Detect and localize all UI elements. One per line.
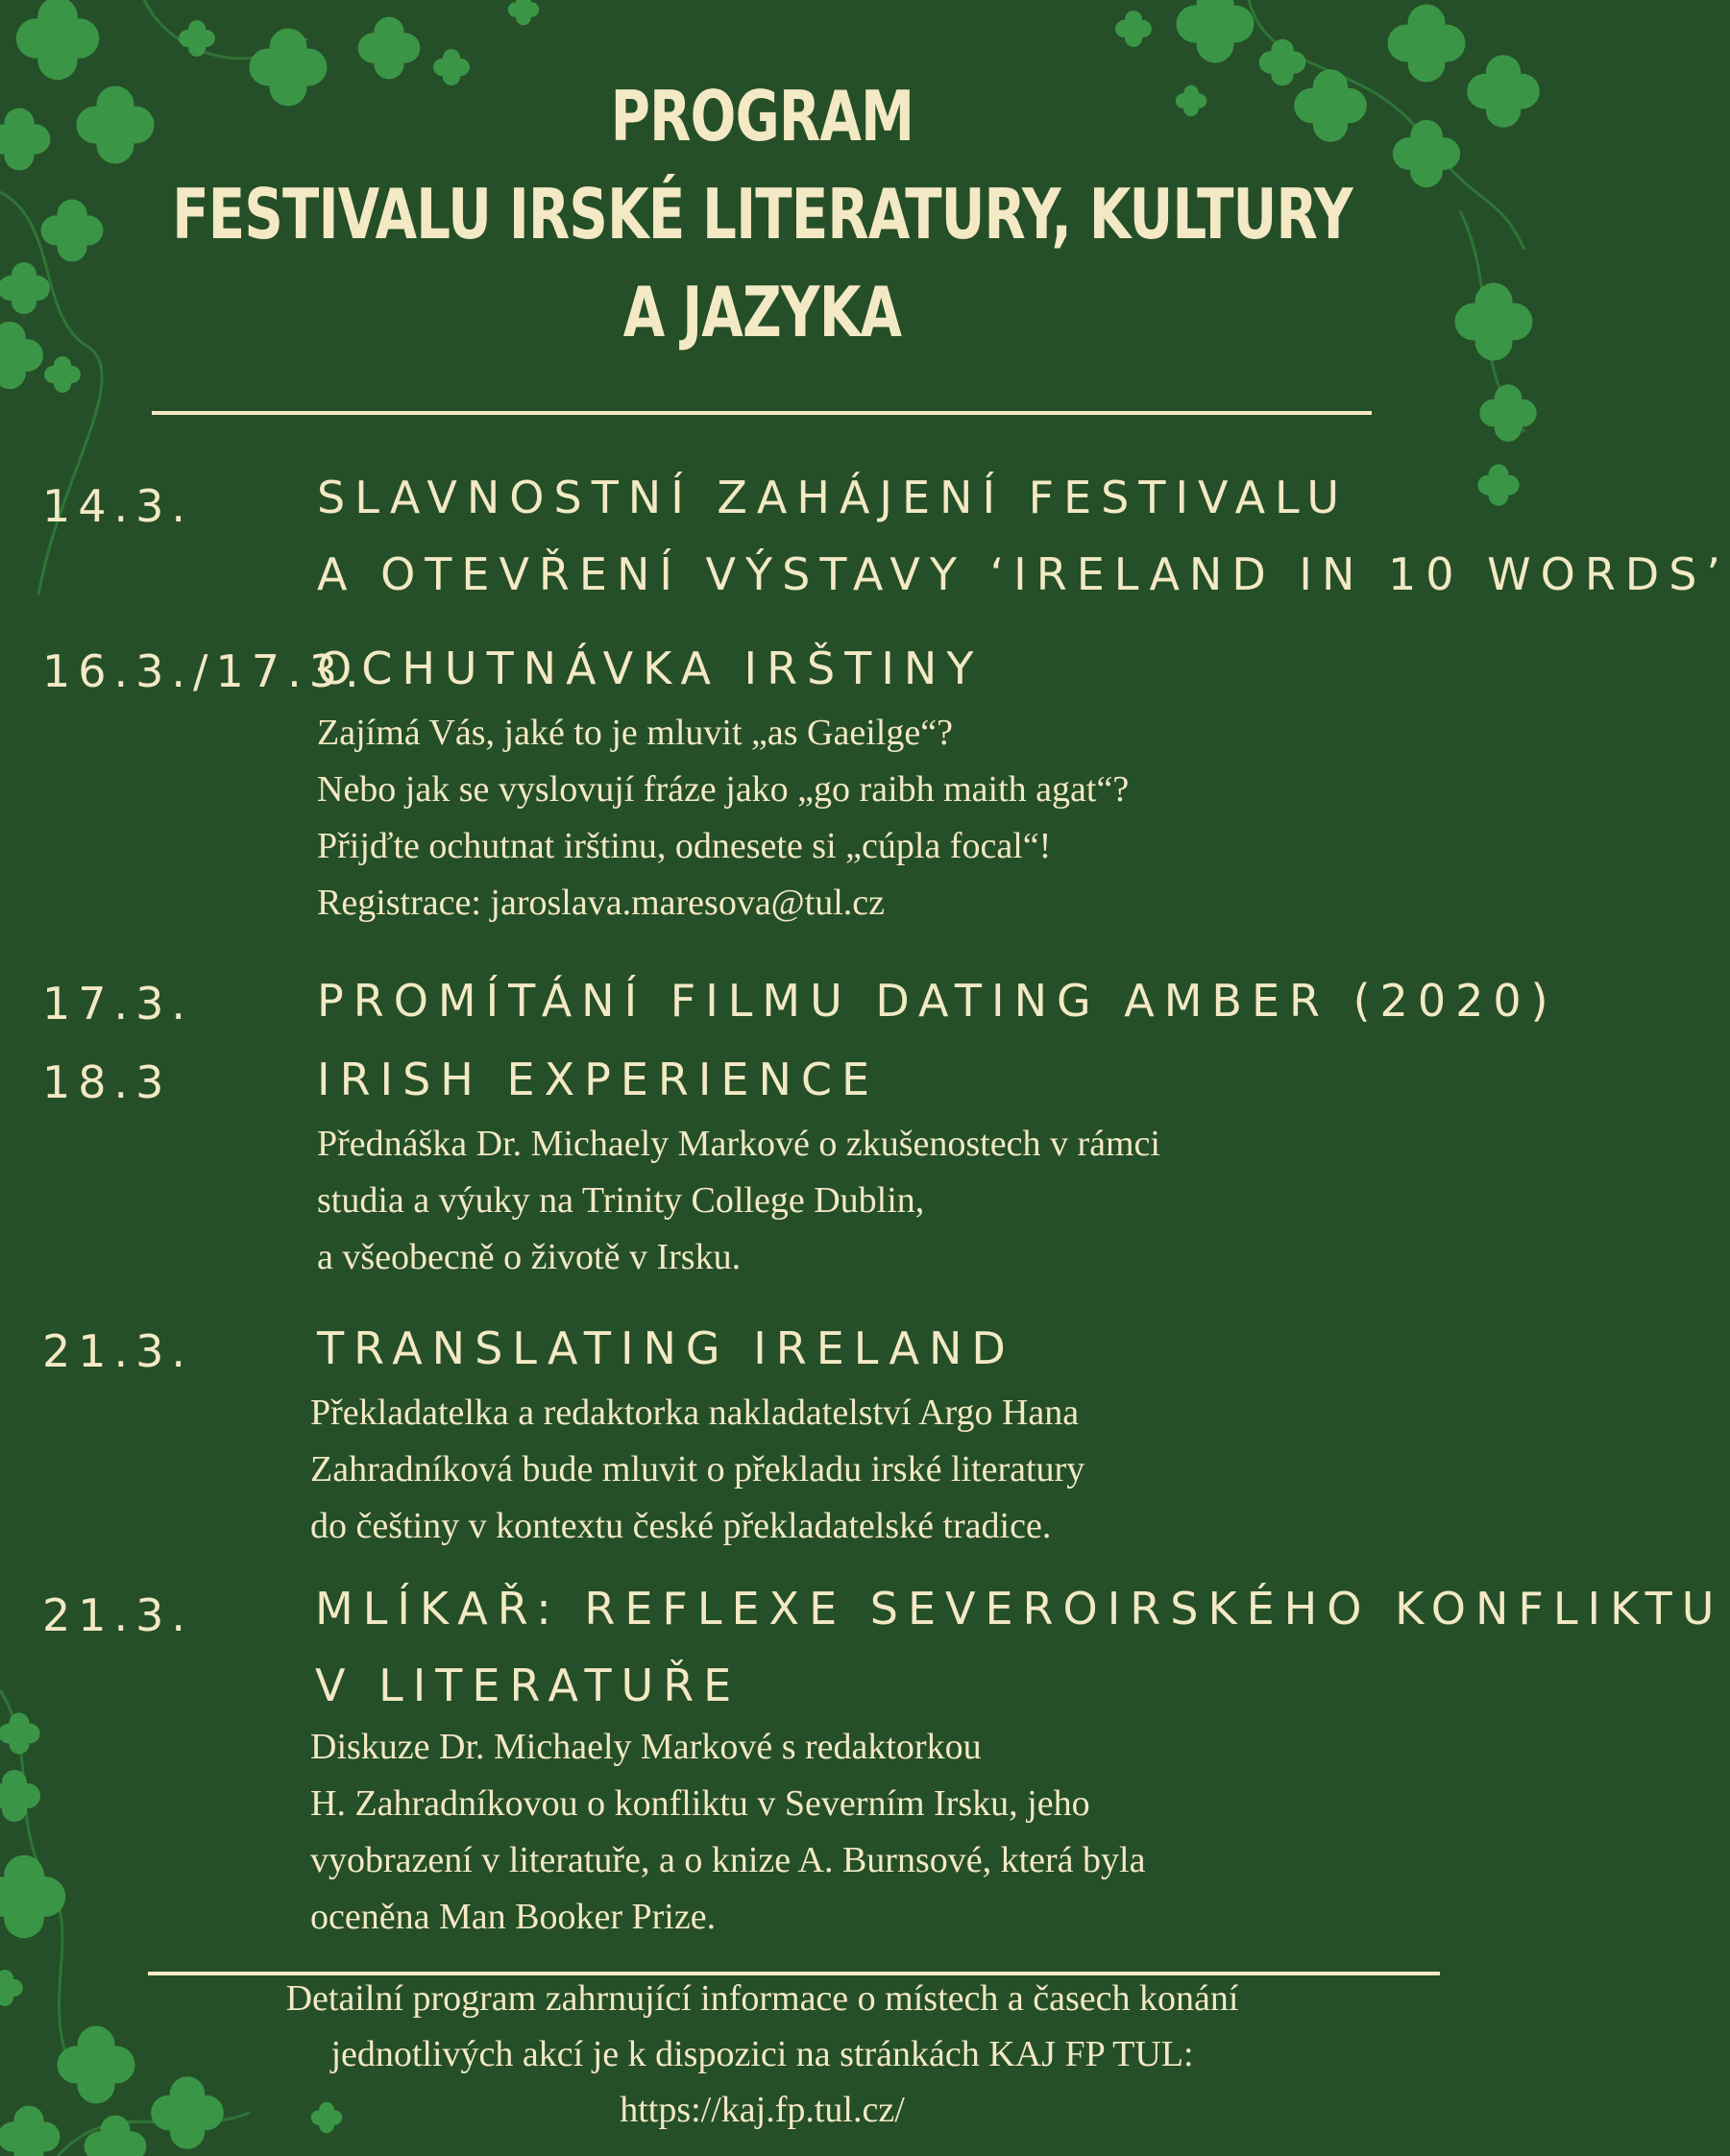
event-date: 18.3: [42, 1056, 172, 1108]
event-heading: IRISH EXPERIENCE: [317, 1054, 880, 1105]
event-description: Zajímá Vás, jaké to je mluvit „as Gaeilge“? Nebo jak se vyslovují fráze jako „go raibh maith agat“? Přijďte ochutnat irštinu, odnesete si „cúpla focal“! Registrace: jaroslava.maresova@tul.cz: [317, 713, 1130, 923]
event-heading: OCHUTNÁVKA IRŠTINY: [317, 642, 984, 694]
event-heading: MLÍKAŘ: REFLEXE SEVEROIRSKÉHO KONFLIKTU V LITERATUŘE: [315, 1583, 1724, 1711]
title-line-language: A JAZYKA: [622, 272, 902, 352]
event-heading: PROMÍTÁNÍ FILMU DATING AMBER (2020): [317, 975, 1558, 1027]
title-divider: [152, 411, 1372, 415]
footer-line: Detailní program zahrnující informace o místech a časech konání: [285, 1978, 1239, 2019]
title-line-program: PROGRAM: [610, 76, 914, 157]
poster-title: [168, 67, 1357, 361]
footer-link[interactable]: https://kaj.fp.tul.cz/: [620, 2090, 905, 2130]
title-line-festival: FESTIVALU IRSKÉ LITERATURY, KULTURY: [172, 174, 1352, 254]
footer-line: jednotlivých akcí je k dispozici na stránkách KAJ FP TUL:: [330, 2034, 1194, 2074]
event-heading: TRANSLATING IRELAND: [317, 1322, 1015, 1374]
event-date: 14.3.: [42, 480, 194, 532]
event-date: 16.3./17.3.: [42, 645, 367, 697]
event-date: 17.3.: [42, 978, 194, 1030]
event-description: Diskuze Dr. Michaely Markové s redaktorkou H. Zahradníkovou o konfliktu v Severním Irsku, jeho vyobrazení v literatuře, a o knize A. Burnsové, která byla oceněna Man Booker Prize.: [310, 1727, 1146, 1937]
event-description: Překladatelka a redaktorka nakladatelství Argo Hana Zahradníková bude mluvit o překladu irské literatury do češtiny v kontextu české překladatelské tradice.: [310, 1393, 1085, 1546]
event-heading: SLAVNOSTNÍ ZAHÁJENÍ FESTIVALU A OTEVŘENÍ VÝSTAVY ‘IRELAND IN 10 WORDS’: [317, 472, 1730, 600]
event-date: 21.3.: [42, 1589, 194, 1641]
footer-info: [0, 1971, 1524, 2138]
event-date: 21.3.: [42, 1325, 194, 1377]
event-description: Přednáška Dr. Michaely Markové o zkušenostech v rámci studia a výuky na Trinity College Dublin, a všeobecně o životě v Irsku.: [317, 1124, 1160, 1277]
